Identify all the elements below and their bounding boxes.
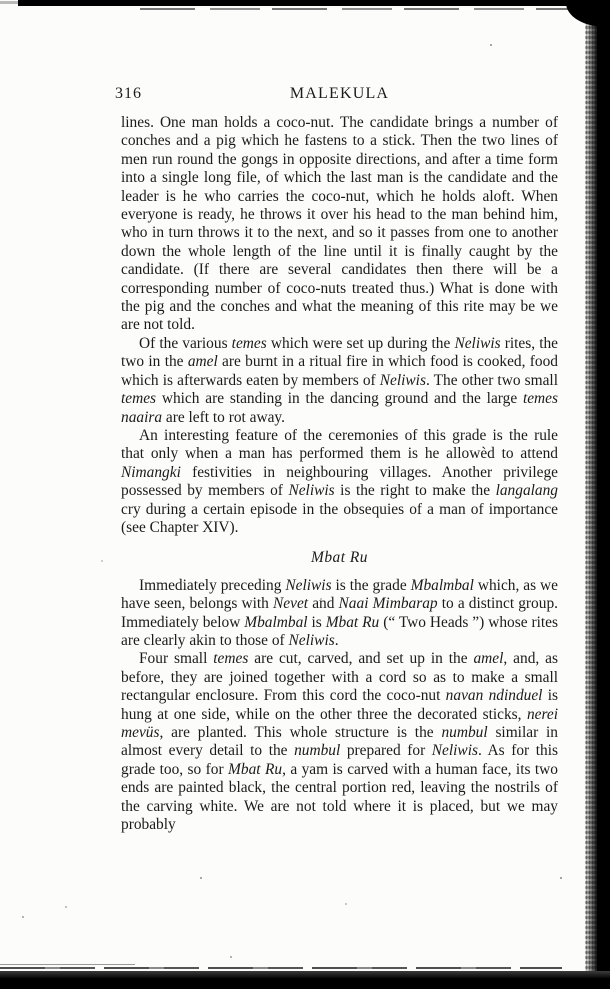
text-run: . [334, 631, 339, 649]
native-term: Naai Mimbarap [338, 595, 438, 613]
text-run: , are planted. This whole structure is the [159, 724, 442, 741]
running-header: MALEKULA [289, 85, 390, 102]
text-run: is the grade [331, 576, 411, 594]
page-content [115, 85, 559, 834]
text-run: Of the various [139, 334, 232, 352]
text-run: which, as we have seen, belongs with [121, 576, 558, 613]
text-run: is [307, 613, 326, 631]
native-term: langalang [495, 482, 558, 500]
text-run: is the right to make the [334, 482, 496, 500]
native-term: Nevet [273, 595, 309, 613]
text-run: . The other two small [425, 371, 558, 389]
text-run: festivities in neighbouring villages. Another privilege possessed by members of [121, 463, 558, 500]
scan-edge-top [18, 0, 610, 6]
native-term: numbul [441, 724, 488, 741]
text-run: which were set up during the [266, 334, 455, 352]
text-run: is hung at one side, while on the other three the decorated sticks, [121, 687, 558, 723]
text-run: (“ Two Heads ”) whose rites are clearly akin to those of [121, 613, 558, 649]
paragraph [121, 114, 558, 335]
paragraph [121, 335, 558, 427]
body-text [121, 114, 558, 834]
native-term: Nimangki [121, 463, 181, 481]
paragraph [121, 577, 558, 651]
text-run: rites, the two in the [121, 334, 558, 371]
native-term: Neliwis [454, 334, 501, 352]
native-term: Mbat Ru [228, 760, 283, 778]
native-term: numbul [294, 742, 341, 760]
scan-edge-right-fuzz [585, 0, 597, 989]
scan-edge-top-left-mark [0, 1, 18, 4]
text-run: . As for this grade too, so for [121, 742, 558, 778]
native-term: temes naaira [121, 390, 558, 426]
native-term: Neliwis [379, 371, 426, 389]
scan-edge-bottom [0, 978, 610, 989]
native-term: Neliwis [431, 742, 478, 760]
text-run: to a distinct group. Immediately below [121, 595, 558, 631]
text-run: are cut, carved, and set up in the [248, 650, 474, 668]
section-heading: Mbat Ru [311, 549, 368, 567]
text-run: prepared for [340, 742, 432, 760]
native-term: Neliwis [288, 482, 335, 500]
native-term: Neliwis [285, 576, 332, 594]
page-number: 316 [115, 85, 142, 102]
native-term: Neliwis [288, 631, 335, 649]
native-term: nerei mevüs [121, 705, 558, 741]
native-term: amel [473, 650, 504, 668]
native-term: amel [187, 353, 218, 371]
page-header [115, 85, 558, 105]
native-term: Mbalmbal [410, 576, 474, 594]
text-run: are left to rot away. [162, 408, 285, 426]
native-term: temes [213, 650, 249, 668]
native-term: temes [231, 334, 267, 352]
text-run: lines. One man holds a coco-nut. The candidate brings a number of conches and a pig which he fastens to a stick. Then the two lines of men run round the gongs in opposite directions, and after a time form into a single long file, of which the last man is the candidate and the leader is he who carries the coco-nut, which he holds aloft. When everyone is ready, he throws it over his head to the man behind him, who in turn throws it to the next, and so it passes from one to another down the whole length of the line until it is finally caught by the candidate. (If there are several candidates then there will be a corresponding number of coco-nuts treated thus.) What is done with the pig and the conches and what the meaning of this rite may be we are not told. [121, 114, 558, 334]
text-run: Four small [139, 650, 214, 668]
scan-dust-specks [0, 0, 2, 2]
text-run: cry during a certain episode in the obsequies of a man of importance (see Chapter XIV). [121, 500, 558, 536]
text-run: , and, as before, they are joined together with a cord so as to make a small rectangular enclosure. From this cord the coco-nut [121, 650, 559, 705]
scan-edge-right [597, 0, 610, 989]
scan-edge-top-streak [140, 8, 570, 10]
native-term: temes [121, 390, 157, 408]
text-run: which are standing in the dancing ground and the large [156, 390, 523, 408]
text-run: Immediately preceding [139, 576, 286, 594]
native-term: Mbat Ru [325, 613, 380, 631]
native-term: navan ndinduel [445, 687, 543, 705]
scan-edge-bottom-streak-1 [0, 964, 135, 965]
scan-edge-bottom-streak-2 [0, 967, 562, 969]
text-run: An interesting feature of the ceremonies of this grade is the rule that only when a man has performed them is he allowèd to attend [121, 426, 558, 463]
text-run: similar in almost every detail to the [121, 724, 558, 760]
text-run: , a yam is carved with a human face, its two ends are painted black, the central portion red, leaving the nostrils of the carving white. We are not told where it is placed, but we may probably [121, 760, 558, 834]
text-run: and [308, 595, 339, 613]
paragraph [121, 427, 558, 537]
text-run: are burnt in a ritual fire in which food is cooked, food which is afterwards eaten by members of [121, 353, 558, 389]
paragraph [121, 650, 558, 834]
native-term: Mbalmbal [244, 613, 308, 631]
